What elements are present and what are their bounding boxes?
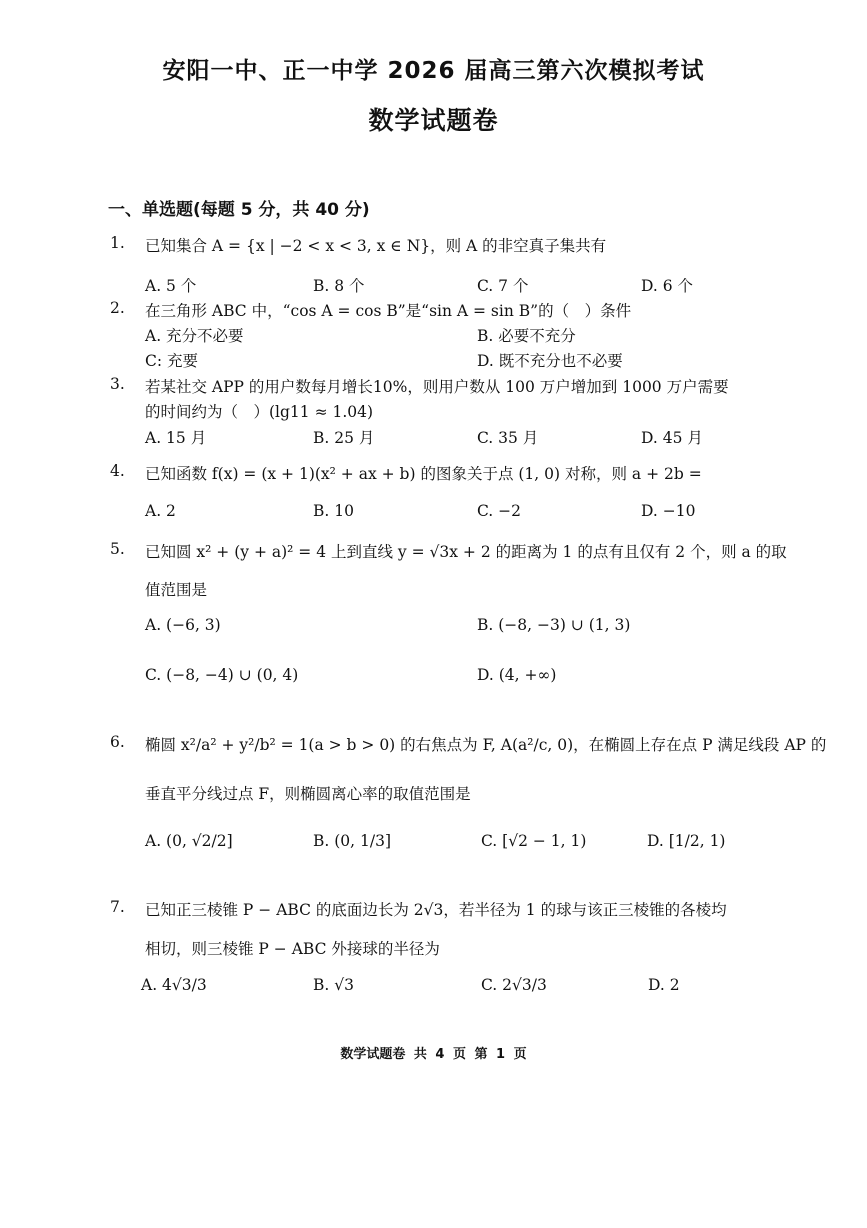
option-d: D. −10 [641,502,696,520]
option-a: A. (−6, 3) [145,616,221,634]
page-footer: 数学试题卷 共 4 页 第 1 页 [340,1047,527,1062]
question-text: 已知正三棱锥 P − ABC 的底面边长为 2√3，若半径为 1 的球与该正三棱锥的各棱均 [145,901,727,919]
exam-subtitle: 数学试题卷 [368,106,499,135]
question-number: 4. [110,462,125,480]
question-text: 已知集合 A = {x | −2 < x < 3, x ∈ N}，则 A 的非空真子集共有 [145,237,607,255]
option-d: D. (4, +∞) [477,666,557,684]
option-a: A. 充分不必要 [145,327,244,345]
option-b: B. √3 [313,976,354,994]
question-text-continued: 值范围是 [145,581,208,599]
option-d: D. 2 [648,976,680,994]
question-number: 7. [110,898,125,916]
option-c: C. 7 个 [477,277,529,295]
option-d: D. [1/2, 1) [647,832,726,850]
option-c: C. 2√3/3 [481,976,547,994]
question-text: 在三角形 ABC 中，“cos A = cos B”是“sin A = sin B”的（ ）条件 [145,302,632,320]
exam-title: 安阳一中、正一中学 2026 届高三第六次模拟考试 [162,58,705,84]
option-b: B. 必要不充分 [477,327,576,345]
question-text-continued: 相切，则三棱锥 P − ABC 外接球的半径为 [145,940,440,958]
option-a: A. 2 [145,502,176,520]
option-d: D. 既不充分也不必要 [477,352,623,370]
option-c: C. −2 [477,502,522,520]
question-number: 2. [110,299,125,317]
question-text: 椭圆 x²/a² + y²/b² = 1(a > b > 0) 的右焦点为 F, A(a²/c, 0)，在椭圆上存在点 P 满足线段 AP 的 [145,736,827,754]
question-number: 5. [110,540,125,558]
option-b: B. (−8, −3) ∪ (1, 3) [477,616,631,634]
option-a: A. 15 月 [145,429,207,447]
question-text: 已知圆 x² + (y + a)² = 4 上到直线 y = √3x + 2 的距离为 1 的点有且仅有 2 个，则 a 的取 [145,543,787,561]
section-heading: 一、单选题(每题 5 分，共 40 分) [108,200,370,220]
question-number: 6. [110,733,125,751]
option-a: A. 4√3/3 [141,976,207,994]
question-number: 1. [110,234,125,252]
question-text-continued: 垂直平分线过点 F，则椭圆离心率的取值范围是 [145,785,471,803]
option-d: D. 45 月 [641,429,703,447]
option-b: B. 10 [313,502,354,520]
option-c: C. 35 月 [477,429,539,447]
option-b: B. 8 个 [313,277,365,295]
option-b: B. 25 月 [313,429,375,447]
option-c: C: 充要 [145,352,199,370]
question-text: 已知函数 f(x) = (x + 1)(x² + ax + b) 的图象关于点 (1, 0) 对称，则 a + 2b = [145,465,702,483]
option-c: C. (−8, −4) ∪ (0, 4) [145,666,299,684]
option-a: A. (0, √2/2] [145,832,233,850]
option-b: B. (0, 1/3] [313,832,391,850]
question-text: 若某社交 APP 的用户数每月增长10%，则用户数从 100 万户增加到 1000 万户需要 [145,378,729,396]
question-number: 3. [110,375,125,393]
option-c: C. [√2 − 1, 1) [481,832,587,850]
question-text-continued: 的时间约为（ ）(lg11 ≈ 1.04) [145,403,374,421]
option-d: D. 6 个 [641,277,694,295]
option-a: A. 5 个 [145,277,197,295]
